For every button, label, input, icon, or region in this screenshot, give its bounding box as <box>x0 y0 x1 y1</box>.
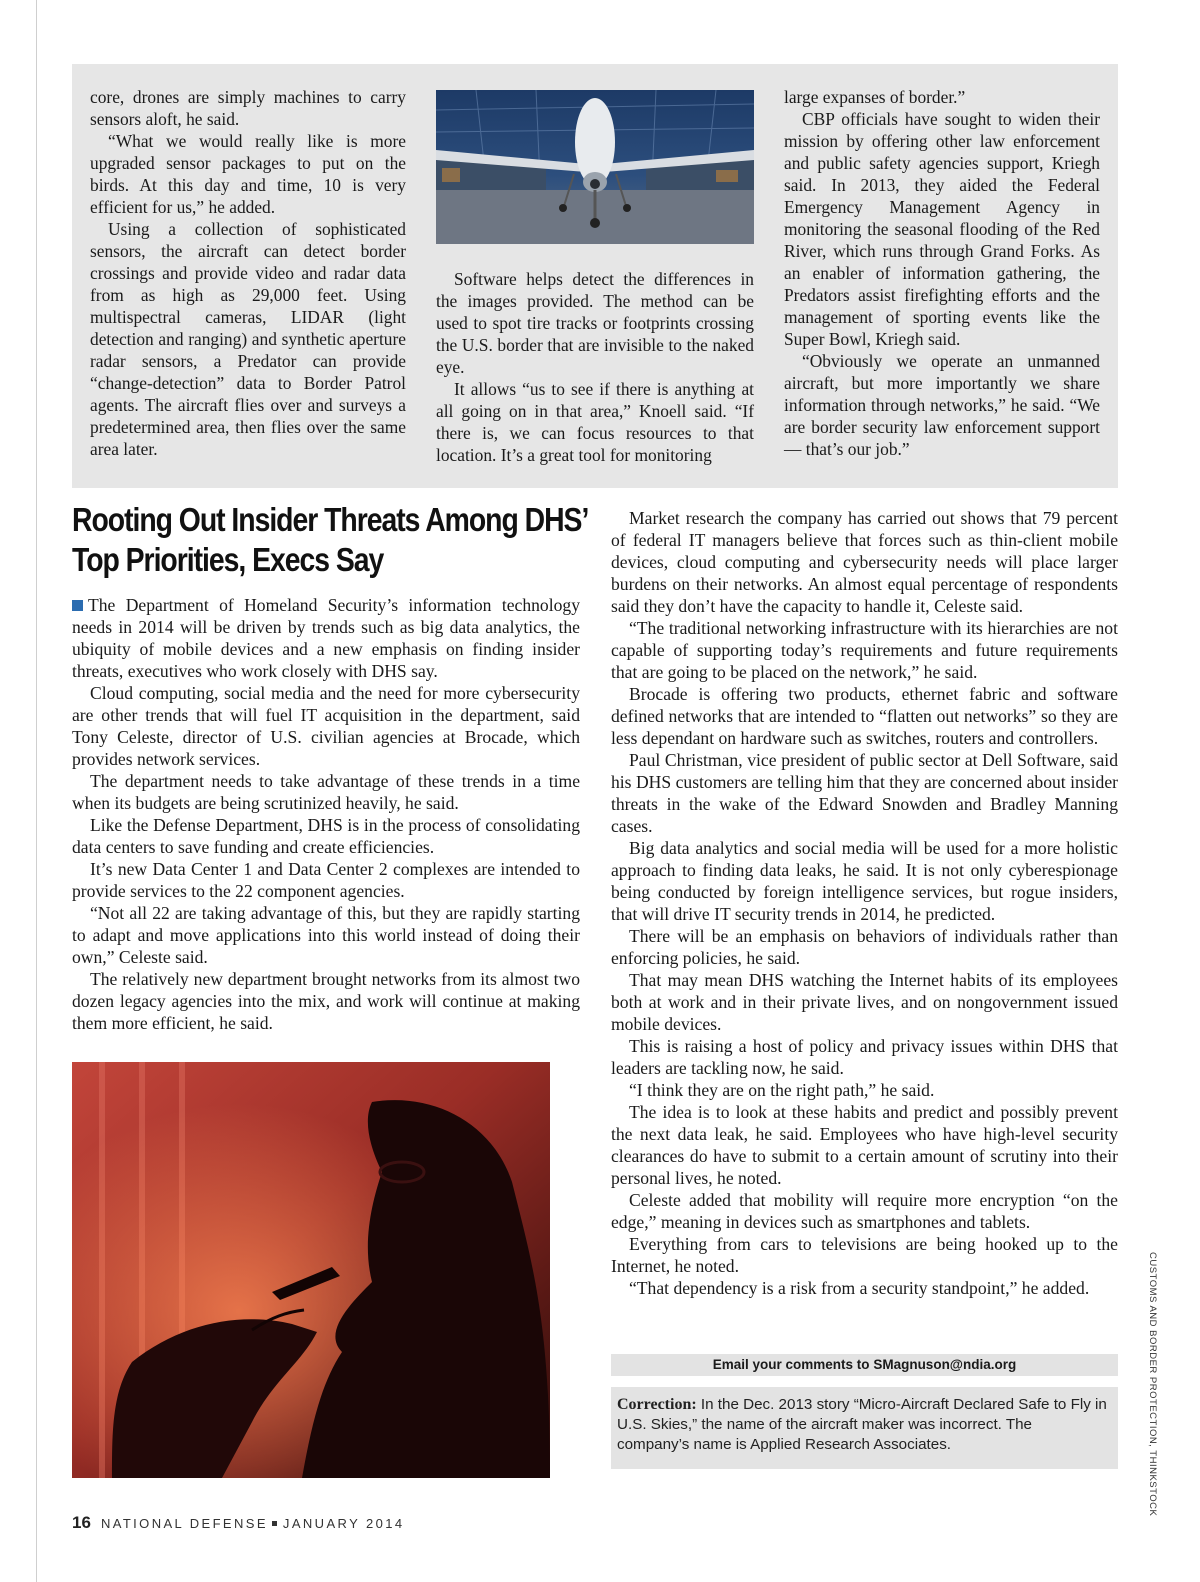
paragraph: CBP officials have sought to widen their mission by offering other law enforcement and public safety agencies support, Kriegh said. In 2013, they aided the Federal Emergency Management Agency in monitoring the seasonal flooding of the Red River, which runs through Grand Forks. As an enabler of information gathering, the Predators assist firefighting efforts and the management of sporting events like the Super Bowl, Kriegh said. <box>784 109 1100 349</box>
paragraph: “Obviously we operate an unmanned aircraft, but more importantly we share information through networks,” he said. “We are border security law enforcement support — that’s our job.” <box>784 351 1100 459</box>
sidebar-box <box>72 64 1118 488</box>
email-address-link[interactable]: SMagnuson@ndia.org <box>873 1357 1017 1372</box>
correction-box <box>611 1387 1118 1469</box>
paragraph: “That dependency is a risk from a security standpoint,” he added. <box>629 1278 1090 1298</box>
paragraph: Celeste added that mobility will require more encryption “on the edge,” meaning in devices such as smartphones and tablets. <box>611 1190 1118 1232</box>
paragraph: Software helps detect the differences in the images provided. The method can be used to spot tire tracks or footprints crossing the U.S. border that are invisible to the naked eye. <box>436 269 754 377</box>
paragraph: Big data analytics and social media will be used for a more holistic approach to finding data leaks, he said. It is not only cyberespionage being conducted by foreign intelligence services, but rogue insiders, that will drive IT security trends in 2014, he predicted. <box>611 838 1118 924</box>
section-marker-square <box>72 600 83 611</box>
paragraph: There will be an emphasis on behaviors of individuals rather than enforcing policies, he said. <box>611 926 1118 968</box>
paragraph: The department needs to take advantage of these trends in a time when its budgets are being scrutinized heavily, he said. <box>72 771 580 813</box>
paragraph: This is raising a host of policy and privacy issues within DHS that leaders are tackling now, he said. <box>611 1036 1118 1078</box>
sidebar-column-1 <box>90 86 406 460</box>
page-number: 16 <box>72 1513 91 1532</box>
paragraph: That may mean DHS watching the Internet habits of its employees both at work and in their private lives, and on nongovernment issued mobile devices. <box>611 970 1118 1034</box>
page-footer <box>72 1513 404 1533</box>
lead-paragraph: The Department of Homeland Security’s information technology needs in 2014 will be driven by trends such as big data analytics, the ubiquity of mobile devices and a new emphasis on finding insider threats, executives who work closely with DHS say. <box>72 595 580 681</box>
paragraph: large expanses of border.” <box>784 87 966 107</box>
paragraph: The relatively new department brought networks from its almost two dozen legacy agencies into the mix, and work will continue at making them more efficient, he said. <box>72 969 580 1033</box>
paragraph: “I think they are on the right path,” he said. <box>629 1080 935 1100</box>
email-comments-bar <box>611 1354 1118 1376</box>
article-column-left <box>72 594 580 1034</box>
paragraph: Using a collection of sophisticated sensors, the aircraft can detect border crossings and provide video and radar data from as high as 29,000 feet. Using multispectral cameras, LIDAR (light detection and ranging) and synthetic aperture radar sensors, a Predator can provide “change-detection” data to Border Patrol agents. The aircraft flies over and surveys a predetermined area, then flies over the same area later. <box>90 219 406 459</box>
article-column-right <box>611 507 1118 1299</box>
footer-separator-square <box>272 1521 277 1526</box>
paragraph: Like the Defense Department, DHS is in the process of consolidating data centers to save funding and create efficiencies. <box>72 815 580 857</box>
paragraph: Market research the company has carried out shows that 79 percent of federal IT managers believe that forces such as thin-client mobile devices, cloud computing and cybersecurity needs will place larger burdens on their networks. An almost equal percentage of respondents said they don’t have the capacity to handle it, Celeste said. <box>611 508 1118 616</box>
correction-text: In the Dec. 2013 story “Micro-Aircraft Declared Safe to Fly in U.S. Skies,” the name of the aircraft maker was incorrect. The company’s name is Applied Research Associates. <box>617 1396 1107 1453</box>
paragraph: “What we would really like is more upgraded sensor packages to put on the birds. At this day and time, 10 is very efficient for us,” he added. <box>90 131 406 217</box>
email-prefix: Email your comments to <box>712 1357 874 1372</box>
paragraph: Cloud computing, social media and the need for more cybersecurity are other trends that will fuel IT acquisition in the department, said Tony Celeste, director of U.S. civilian agencies at Brocade, which provides network services. <box>72 683 580 769</box>
paragraph: It’s new Data Center 1 and Data Center 2 complexes are intended to provide services to the 22 component agencies. <box>72 859 580 901</box>
correction-label: Correction: <box>617 1396 697 1413</box>
article-headline: Rooting Out Insider Threats Among DHS’ Top Priorities, Execs Say <box>72 501 587 578</box>
sidebar-column-2 <box>436 90 754 466</box>
paragraph: core, drones are simply machines to carry sensors aloft, he said. <box>90 87 406 129</box>
sidebar-column-3 <box>784 86 1100 460</box>
paragraph: The idea is to look at these habits and predict and possibly prevent the next data leak, he said. Employees who have high-level security clearances do have to submit to a certain amount of scrutiny into their personal lives, he noted. <box>611 1102 1118 1188</box>
predator-drone-photo <box>436 90 754 244</box>
paragraph: Brocade is offering two products, ethernet fabric and software defined networks that are intended to “flatten out networks” so they are less dependant on hardware such as switches, routers and controllers. <box>611 684 1118 748</box>
issue-date: JANUARY 2014 <box>282 1516 405 1531</box>
paragraph: Paul Christman, vice president of public sector at Dell Software, said his DHS customers are telling him that they are concerned about insider threats in the wake of the Edward Snowden and Bradley Manning cases. <box>611 750 1118 836</box>
paragraph: “The traditional networking infrastructure with its hierarchies are not capable of supporting today’s requirements and future requirements that are going to be placed on the network,” he said. <box>611 618 1118 682</box>
publication-name: NATIONAL DEFENSE <box>100 1516 268 1531</box>
silhouette-phone-photo <box>72 1062 550 1478</box>
paragraph: “Not all 22 are taking advantage of this, but they are rapidly starting to adapt and move applications into this world instead of doing their own,” Celeste said. <box>72 903 580 967</box>
paragraph: It allows “us to see if there is anything at all going on in that area,” Knoell said. “If there is, we can focus resources to that location. It’s a great tool for monitoring <box>436 379 754 465</box>
photo-credit: CUSTOMS AND BORDER PROTECTION, THINKSTOCK <box>1147 1252 1158 1517</box>
page-spine-line <box>36 0 37 1582</box>
paragraph: Everything from cars to televisions are being hooked up to the Internet, he noted. <box>611 1234 1118 1276</box>
